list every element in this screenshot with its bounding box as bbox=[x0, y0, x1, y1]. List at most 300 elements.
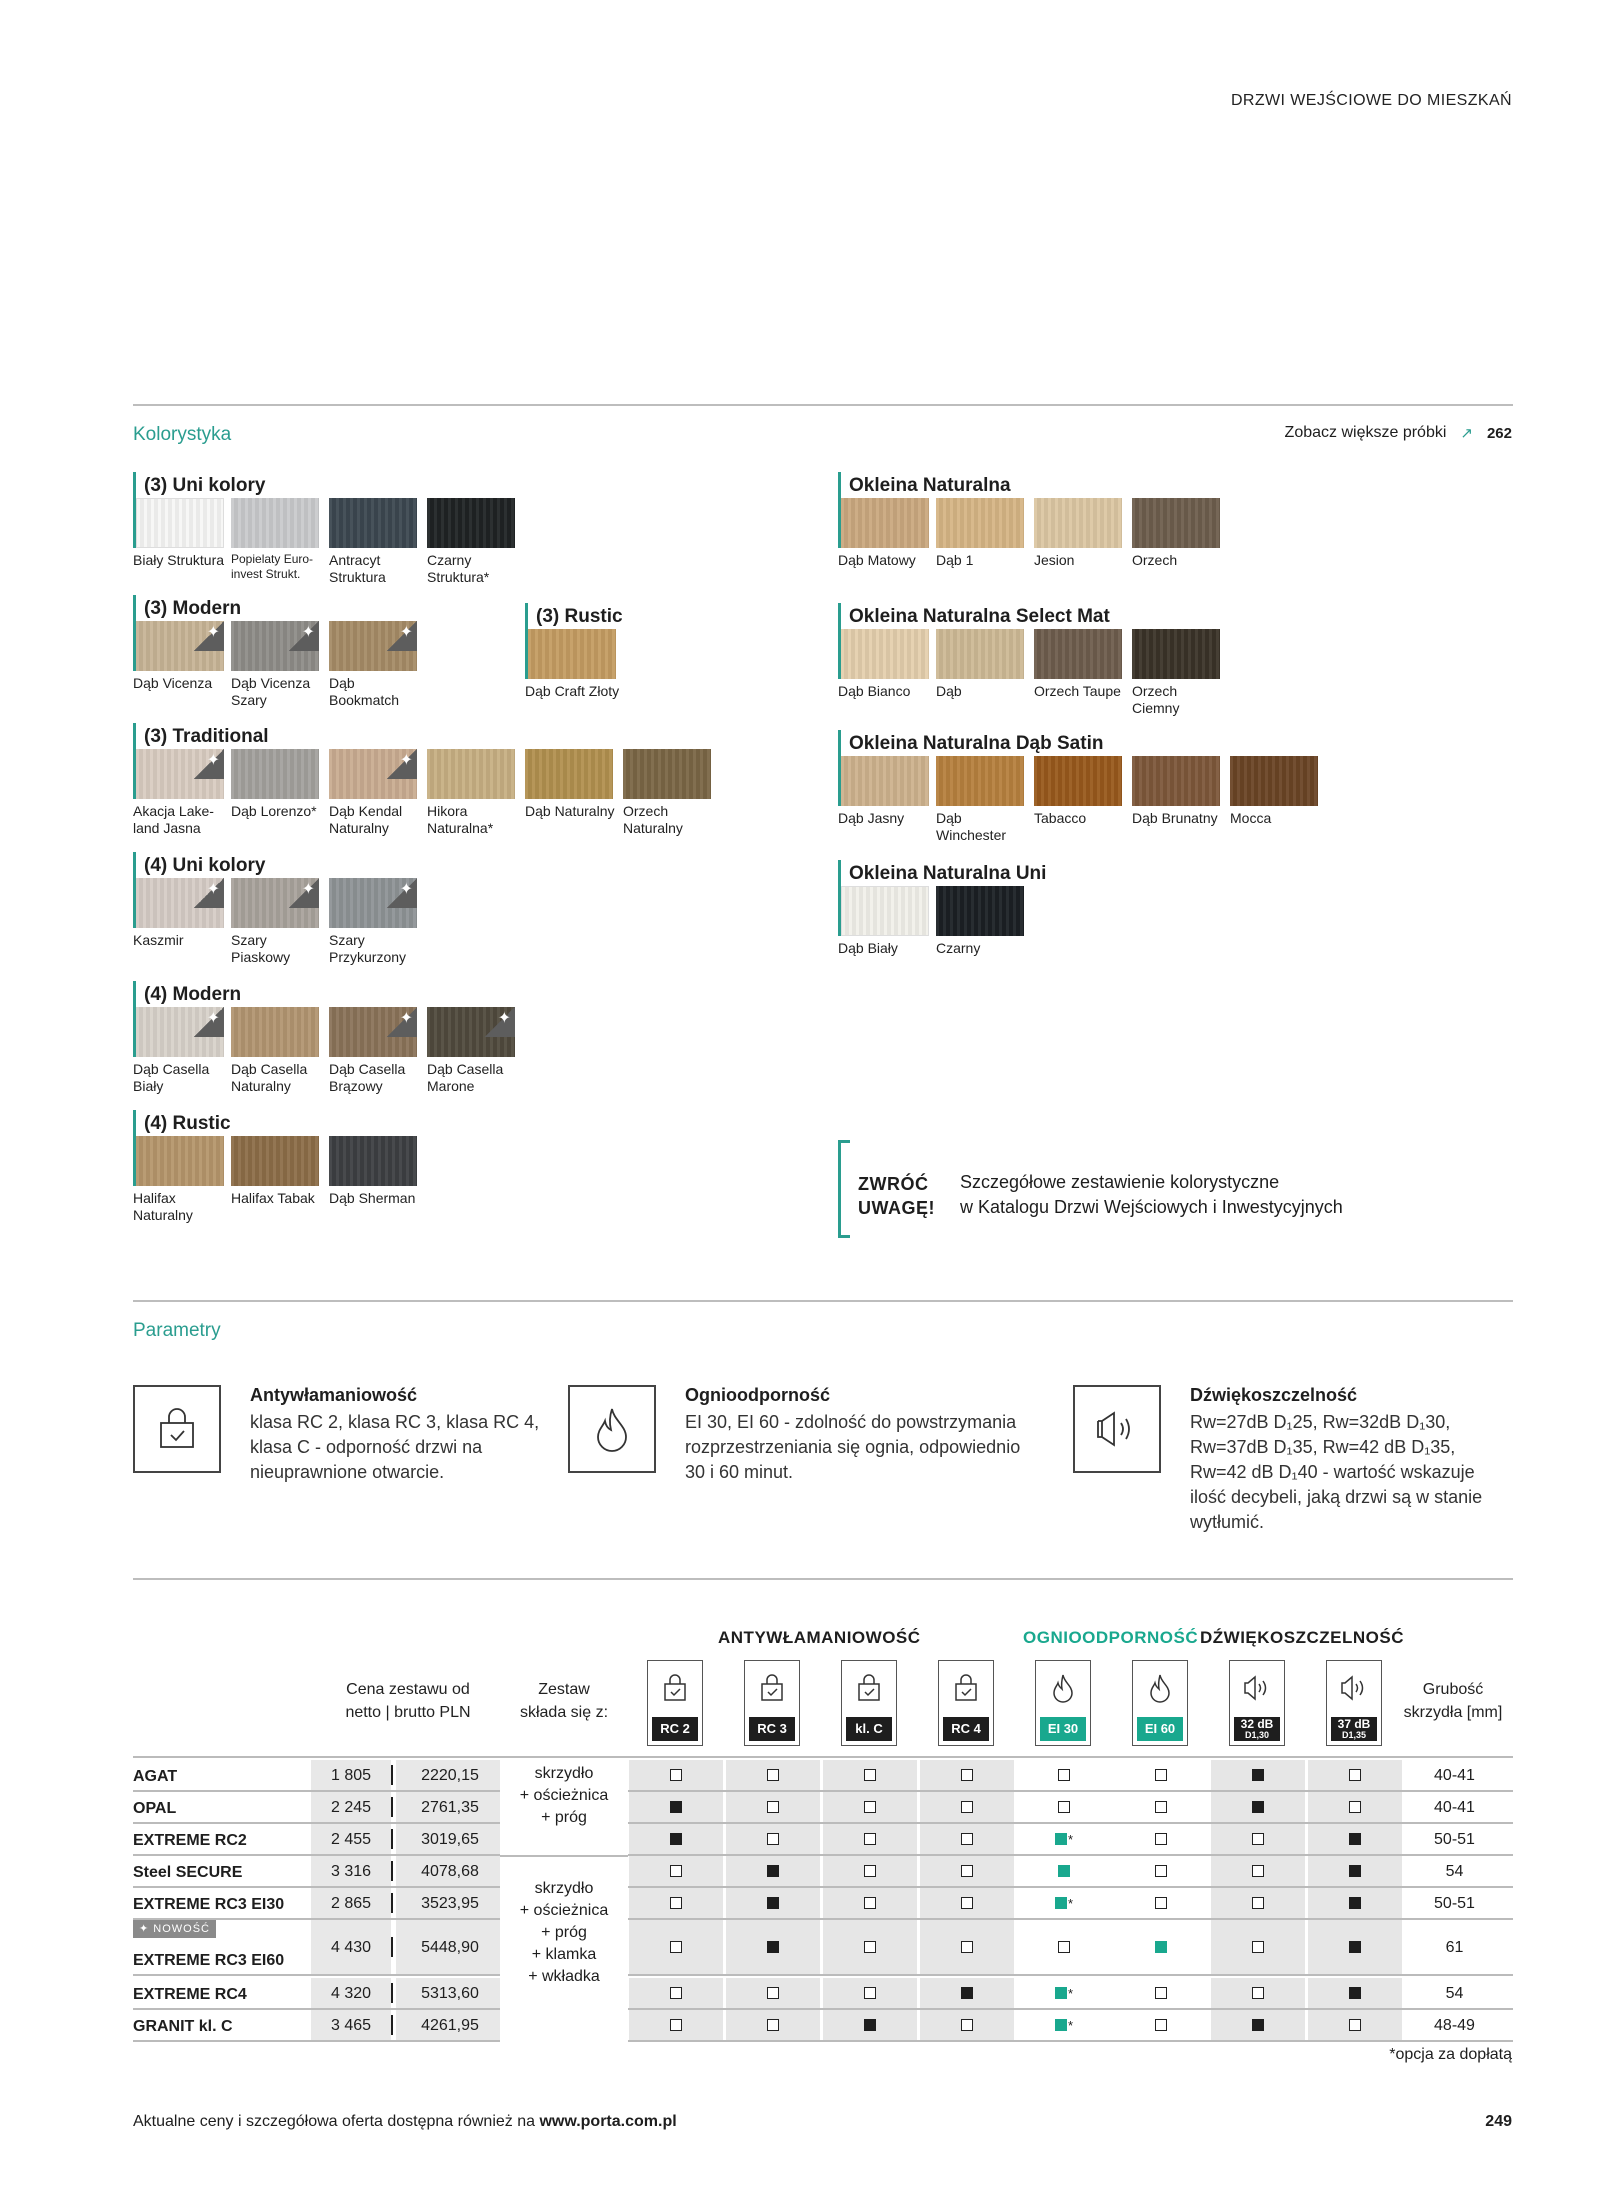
feature-cell bbox=[629, 1760, 723, 1790]
divider bbox=[133, 1300, 1513, 1302]
color-swatch[interactable] bbox=[525, 629, 623, 700]
filled-square-icon bbox=[1349, 1987, 1361, 1999]
sparkle-glyph: ✦ bbox=[206, 1010, 220, 1027]
set-composition-b bbox=[500, 1878, 628, 1988]
empty-square-icon bbox=[864, 1865, 876, 1877]
empty-square-icon bbox=[1155, 1897, 1167, 1909]
empty-square-icon bbox=[1155, 2019, 1167, 2031]
column-label-text: RC 2 bbox=[660, 1721, 690, 1736]
swatch-chip bbox=[427, 498, 515, 548]
feature-cell bbox=[823, 1978, 917, 2008]
empty-square-icon bbox=[1155, 1987, 1167, 1999]
feature-cell bbox=[1114, 1856, 1208, 1886]
column-label-text: 32 dB bbox=[1240, 1717, 1274, 1731]
set-line: skrzydło bbox=[534, 1880, 594, 1897]
set-column-divider bbox=[500, 1855, 628, 1857]
feature-cell bbox=[1308, 1760, 1402, 1790]
footer-text bbox=[133, 2113, 677, 2131]
price-netto: 1 805 bbox=[311, 1760, 391, 1790]
color-swatch[interactable] bbox=[133, 498, 231, 586]
sparkle-glyph: ✦ bbox=[301, 624, 315, 641]
color-swatch[interactable] bbox=[623, 749, 721, 837]
swatch-chip bbox=[1132, 629, 1220, 679]
param-desc-line: ilość decybeli, jaką drzwi są w stanie bbox=[1190, 1487, 1483, 1507]
empty-square-icon bbox=[961, 1769, 973, 1781]
swatch-label: Dąb Casella Biały bbox=[133, 1061, 210, 1094]
color-swatch[interactable] bbox=[1230, 756, 1328, 844]
group-header-anti: ANTYWŁAMANIOWOŚĆ bbox=[718, 1628, 921, 1647]
column-header-rc-4 bbox=[938, 1660, 994, 1746]
feature-cell bbox=[1308, 1824, 1402, 1854]
color-swatch[interactable] bbox=[329, 621, 427, 709]
swatch-chip bbox=[936, 498, 1024, 548]
product-name: EXTREME RC2 bbox=[133, 1832, 247, 1849]
swatch-label: Dąb Sherman bbox=[329, 1190, 416, 1206]
color-swatch[interactable] bbox=[1034, 629, 1132, 717]
speaker-icon bbox=[1073, 1385, 1161, 1473]
price-separator bbox=[391, 1983, 393, 2003]
color-swatch[interactable] bbox=[936, 756, 1034, 844]
sparkle-glyph: ✦ bbox=[399, 1010, 413, 1027]
color-swatch[interactable] bbox=[1132, 629, 1230, 717]
swatch-label: Hikora Naturalna* bbox=[427, 803, 494, 836]
flame-icon bbox=[568, 1385, 656, 1473]
feature-cell bbox=[1114, 1888, 1208, 1918]
table-row bbox=[133, 1760, 1513, 1792]
extra-cost-mark: * bbox=[1067, 2017, 1074, 2033]
feature-cell bbox=[920, 1978, 1014, 2008]
price-header-line-1: Cena zestawu od bbox=[346, 1681, 470, 1698]
swatch-chip bbox=[841, 756, 929, 806]
group-header-sound: DŹWIĘKOSZCZELNOŚĆ bbox=[1200, 1628, 1404, 1647]
price-header-line-2: netto | brutto PLN bbox=[345, 1704, 471, 1721]
note-heading-line-1: ZWRÓĆ bbox=[858, 1174, 929, 1194]
param-desc-line: 30 i 60 minut. bbox=[685, 1462, 794, 1482]
feature-cell bbox=[1308, 1920, 1402, 1974]
price-netto: 2 455 bbox=[311, 1824, 391, 1854]
param-desc-line: EI 30, EI 60 - zdolność do powstrzymania bbox=[685, 1412, 1017, 1432]
feature-cell bbox=[920, 1760, 1014, 1790]
swatch-label: Biały Struktura bbox=[133, 552, 225, 568]
color-swatch[interactable] bbox=[1132, 756, 1230, 844]
swatch-chip bbox=[528, 629, 616, 679]
footer-text-main: Aktualne ceny i szczegółowa oferta dostępna również na bbox=[133, 2113, 540, 2130]
set-composition-a bbox=[500, 1763, 628, 1829]
feature-cell bbox=[1308, 1792, 1402, 1822]
filled-square-icon bbox=[1252, 1801, 1264, 1813]
feature-cell bbox=[1211, 2010, 1305, 2040]
price-separator bbox=[391, 1893, 393, 1913]
empty-square-icon bbox=[864, 1941, 876, 1953]
column-label bbox=[1040, 1717, 1086, 1741]
swatch-chip bbox=[1034, 498, 1122, 548]
note-heading bbox=[858, 1172, 935, 1220]
color-swatch[interactable] bbox=[427, 1007, 525, 1095]
color-swatch[interactable] bbox=[427, 498, 525, 586]
color-swatch[interactable] bbox=[231, 878, 329, 966]
swatch-chip bbox=[936, 629, 1024, 679]
thickness-value: 50-51 bbox=[1434, 1895, 1475, 1912]
thickness-value: 54 bbox=[1445, 1863, 1464, 1880]
swatch-chip bbox=[936, 886, 1024, 936]
empty-square-icon bbox=[670, 1987, 682, 1999]
empty-square-icon bbox=[767, 1769, 779, 1781]
filled-square-icon bbox=[1349, 1941, 1361, 1953]
param-desc-line: nieuprawnione otwarcie. bbox=[250, 1462, 445, 1482]
empty-square-icon bbox=[1155, 1769, 1167, 1781]
new-badge-text: NOWOŚĆ bbox=[153, 1923, 211, 1935]
note-text-line-2: w Katalogu Drzwi Wejściowych i Inwestycyjnych bbox=[960, 1197, 1343, 1217]
swatch-group bbox=[133, 723, 721, 837]
column-header-ei-60 bbox=[1132, 1660, 1188, 1746]
feature-cell bbox=[629, 1978, 723, 2008]
sparkle-icon bbox=[194, 878, 224, 908]
color-swatch[interactable] bbox=[231, 498, 329, 586]
swatch-group bbox=[838, 603, 1230, 717]
thickness-value: 50-51 bbox=[1434, 1831, 1475, 1848]
swatch-chip bbox=[427, 1007, 515, 1057]
thickness-header bbox=[1393, 1678, 1513, 1724]
feature-cell bbox=[920, 1824, 1014, 1854]
feature-cell bbox=[823, 1824, 917, 1854]
price-brutto: 3019,65 bbox=[396, 1824, 504, 1854]
thickness-value: 61 bbox=[1445, 1939, 1464, 1956]
swatch-chip bbox=[1034, 629, 1122, 679]
swatch-label: Dąb Naturalny bbox=[525, 803, 615, 819]
param-title: Ognioodporność bbox=[685, 1385, 830, 1405]
column-label-text: EI 30 bbox=[1047, 1721, 1079, 1736]
swatch-label: Orzech Naturalny bbox=[623, 803, 683, 836]
color-swatch[interactable] bbox=[329, 1007, 427, 1095]
extra-cost-mark: * bbox=[1067, 1831, 1074, 1847]
price-netto: 4 430 bbox=[311, 1920, 391, 1974]
filled-square-icon bbox=[767, 1941, 779, 1953]
swatch-label: Dąb Winchester bbox=[936, 810, 1007, 843]
param-desc-line: Rw=37dB D₁35, Rw=42 dB D₁35, bbox=[1190, 1437, 1456, 1457]
swatch-chip bbox=[329, 621, 417, 671]
footer-link[interactable]: www.porta.com.pl bbox=[539, 2113, 677, 2130]
green-square-icon bbox=[1055, 1897, 1067, 1909]
empty-square-icon bbox=[1252, 1987, 1264, 1999]
swatch-label: Czarny Struktura* bbox=[427, 552, 490, 585]
green-square-icon bbox=[1155, 1941, 1167, 1953]
swatch-group-title: (3) Uni kolory bbox=[133, 472, 525, 498]
color-swatch[interactable] bbox=[936, 886, 1034, 957]
column-header-kl-c bbox=[841, 1660, 897, 1746]
swatch-label: Dąb bbox=[936, 683, 962, 699]
sparkle-glyph: ✦ bbox=[399, 752, 413, 769]
sparkle-icon bbox=[194, 1007, 224, 1037]
swatch-chip bbox=[136, 878, 224, 928]
lock-icon bbox=[939, 1661, 993, 1715]
more-samples-link[interactable] bbox=[1285, 424, 1512, 442]
swatch-group bbox=[133, 852, 427, 966]
feature-cell bbox=[920, 2010, 1014, 2040]
filled-square-icon bbox=[864, 2019, 876, 2031]
price-separator bbox=[391, 1937, 393, 1957]
swatch-group-title: (3) Rustic bbox=[525, 603, 623, 629]
set-line: + próg bbox=[541, 1924, 587, 1941]
feature-cell bbox=[920, 1856, 1014, 1886]
swatch-group-title: (3) Modern bbox=[133, 595, 427, 621]
price-brutto: 4261,95 bbox=[396, 2010, 504, 2040]
color-swatch[interactable] bbox=[936, 629, 1034, 717]
price-netto: 2 245 bbox=[311, 1792, 391, 1822]
swatch-label: Orzech Taupe bbox=[1034, 683, 1121, 699]
product-name: Steel SECURE bbox=[133, 1864, 243, 1881]
column-label-text: RC 3 bbox=[757, 1721, 787, 1736]
price-brutto: 2761,35 bbox=[396, 1792, 504, 1822]
more-samples-page: 262 bbox=[1486, 424, 1512, 442]
feature-cell bbox=[1308, 1978, 1402, 2008]
set-line: + ościeżnica bbox=[519, 1787, 609, 1804]
swatch-label: Dąb Lorenzo* bbox=[231, 803, 317, 819]
swatch-chip bbox=[427, 749, 515, 799]
swatch-group-title: (4) Rustic bbox=[133, 1110, 427, 1136]
empty-square-icon bbox=[961, 1897, 973, 1909]
feature-cell bbox=[629, 1792, 723, 1822]
feature-cell bbox=[823, 1920, 917, 1974]
column-label-text: kl. C bbox=[855, 1721, 883, 1736]
swatch-chip bbox=[329, 749, 417, 799]
flame-icon bbox=[1133, 1661, 1187, 1715]
param-desc-line: wytłumić. bbox=[1190, 1512, 1265, 1532]
price-netto: 3 465 bbox=[311, 2010, 391, 2040]
param-antywlamaniowosc bbox=[250, 1385, 560, 1485]
color-swatch[interactable] bbox=[1034, 756, 1132, 844]
empty-square-icon bbox=[1155, 1833, 1167, 1845]
empty-square-icon bbox=[864, 1801, 876, 1813]
filled-square-icon bbox=[1252, 2019, 1264, 2031]
swatch-label: Dąb Vicenza bbox=[133, 675, 213, 691]
empty-square-icon bbox=[864, 1987, 876, 1999]
empty-square-icon bbox=[864, 1833, 876, 1845]
arrow-up-right-icon: ↗ bbox=[1460, 425, 1473, 442]
product-name: OPAL bbox=[133, 1800, 177, 1817]
swatch-group bbox=[133, 595, 427, 709]
empty-square-icon bbox=[670, 2019, 682, 2031]
feature-cell bbox=[629, 2010, 723, 2040]
color-swatch[interactable] bbox=[838, 756, 936, 844]
note-text bbox=[960, 1170, 1343, 1220]
column-header-rc-3 bbox=[744, 1660, 800, 1746]
empty-square-icon bbox=[1349, 1801, 1361, 1813]
color-swatch[interactable] bbox=[329, 498, 427, 586]
swatch-group-title: (3) Traditional bbox=[133, 723, 721, 749]
price-separator bbox=[391, 1829, 393, 1849]
filled-square-icon bbox=[670, 1833, 682, 1845]
filled-square-icon bbox=[1349, 1865, 1361, 1877]
color-swatch[interactable] bbox=[231, 749, 329, 837]
price-netto: 2 865 bbox=[311, 1888, 391, 1918]
lock-icon bbox=[745, 1661, 799, 1715]
empty-square-icon bbox=[670, 1897, 682, 1909]
thickness-value: 54 bbox=[1445, 1985, 1464, 2002]
color-swatch[interactable] bbox=[133, 749, 231, 837]
feature-cell bbox=[920, 1792, 1014, 1822]
color-swatch[interactable] bbox=[133, 1136, 231, 1224]
sparkle-icon bbox=[387, 621, 417, 651]
table-top-rule bbox=[133, 1756, 1513, 1758]
set-line: + ościeżnica bbox=[519, 1902, 609, 1919]
column-label bbox=[1234, 1717, 1280, 1741]
param-title: Dźwiękoszczelność bbox=[1190, 1385, 1358, 1405]
swatch-label: Dąb 1 bbox=[936, 552, 974, 568]
set-line: skrzydło bbox=[534, 1765, 594, 1782]
thickness-header-line-1: Grubość bbox=[1422, 1681, 1484, 1698]
sparkle-glyph: ✦ bbox=[206, 752, 220, 769]
color-swatch[interactable] bbox=[525, 749, 623, 837]
group-header-fire: OGNIOODPORNOŚĆ bbox=[1023, 1628, 1199, 1647]
feature-cell bbox=[726, 1824, 820, 1854]
swatch-chip bbox=[231, 749, 319, 799]
empty-square-icon bbox=[1155, 1865, 1167, 1877]
sparkle-icon bbox=[387, 749, 417, 779]
swatch-label: Mocca bbox=[1230, 810, 1272, 826]
feature-cell bbox=[726, 1888, 820, 1918]
feature-cell bbox=[726, 2010, 820, 2040]
empty-square-icon bbox=[670, 1865, 682, 1877]
speaker-icon bbox=[1230, 1661, 1284, 1715]
section-title-kolorystyka: Kolorystyka bbox=[133, 424, 232, 445]
price-brutto: 5448,90 bbox=[396, 1920, 504, 1974]
table-row bbox=[133, 1856, 1513, 1888]
swatch-chip bbox=[1132, 498, 1220, 548]
product-name: GRANIT kl. C bbox=[133, 2018, 233, 2035]
sparkle-glyph: ✦ bbox=[399, 881, 413, 898]
feature-cell bbox=[1017, 1760, 1111, 1790]
color-swatch[interactable] bbox=[838, 886, 936, 957]
swatch-chip bbox=[329, 498, 417, 548]
set-header-line-2: składa się z: bbox=[519, 1704, 609, 1721]
color-swatch[interactable] bbox=[133, 621, 231, 709]
feature-cell bbox=[823, 2010, 917, 2040]
table-row bbox=[133, 1824, 1513, 1856]
column-label bbox=[1331, 1717, 1377, 1741]
column-label bbox=[943, 1717, 989, 1741]
color-swatch[interactable] bbox=[231, 621, 329, 709]
speaker-icon bbox=[1327, 1661, 1381, 1715]
swatch-label: Dąb Jasny bbox=[838, 810, 905, 826]
feature-cell bbox=[1211, 1920, 1305, 1974]
swatch-chip bbox=[231, 1136, 319, 1186]
feature-cell bbox=[920, 1888, 1014, 1918]
thickness-value: 40-41 bbox=[1434, 1767, 1475, 1784]
empty-square-icon bbox=[864, 1897, 876, 1909]
sparkle-icon bbox=[289, 878, 319, 908]
swatch-label: Antracyt Struktura bbox=[329, 552, 386, 585]
more-samples-label: Zobacz większe próbki bbox=[1284, 424, 1447, 441]
color-swatch[interactable] bbox=[936, 498, 1034, 569]
lock-icon bbox=[133, 1385, 221, 1473]
color-swatch[interactable] bbox=[231, 1007, 329, 1095]
empty-square-icon bbox=[961, 2019, 973, 2031]
feature-cell bbox=[1308, 1856, 1402, 1886]
set-line: + wkładka bbox=[528, 1968, 600, 1985]
column-header-rc-2 bbox=[647, 1660, 703, 1746]
color-swatch[interactable] bbox=[838, 498, 936, 569]
color-swatch[interactable] bbox=[329, 749, 427, 837]
color-swatch[interactable] bbox=[133, 1007, 231, 1095]
thickness-header-line-2: skrzydła [mm] bbox=[1403, 1704, 1503, 1721]
feature-cell bbox=[629, 1888, 723, 1918]
swatch-group-title: (4) Modern bbox=[133, 981, 525, 1007]
swatch-chip bbox=[136, 1136, 224, 1186]
color-swatch[interactable] bbox=[231, 1136, 329, 1224]
divider bbox=[133, 404, 1513, 406]
swatch-chip bbox=[936, 756, 1024, 806]
feature-cell bbox=[726, 1978, 820, 2008]
empty-square-icon bbox=[1349, 1769, 1361, 1781]
color-swatch[interactable] bbox=[1034, 498, 1132, 569]
swatch-label: Dąb Casella Naturalny bbox=[231, 1061, 308, 1094]
swatch-chip bbox=[329, 1136, 417, 1186]
param-desc bbox=[685, 1410, 1055, 1485]
swatch-chip bbox=[841, 498, 929, 548]
empty-square-icon bbox=[961, 1941, 973, 1953]
swatch-group-title: Okleina Naturalna bbox=[838, 472, 1230, 498]
product-name: EXTREME RC3 EI30 bbox=[133, 1896, 285, 1913]
table-row bbox=[133, 1888, 1513, 1920]
swatch-label: Dąb Kendal Naturalny bbox=[329, 803, 403, 836]
empty-square-icon bbox=[1155, 1801, 1167, 1813]
table-row bbox=[133, 1920, 1513, 1976]
column-header-32-db bbox=[1229, 1660, 1285, 1746]
filled-square-icon bbox=[767, 1865, 779, 1877]
sparkle-glyph: ✦ bbox=[399, 624, 413, 641]
filled-square-icon bbox=[1349, 1833, 1361, 1845]
price-brutto: 3523,95 bbox=[396, 1888, 504, 1918]
color-swatch[interactable] bbox=[1132, 498, 1230, 569]
swatch-label: Halifax Tabak bbox=[231, 1190, 315, 1206]
price-netto: 3 316 bbox=[311, 1856, 391, 1886]
green-square-icon bbox=[1058, 1865, 1070, 1877]
price-separator bbox=[391, 1861, 393, 1881]
note-heading-line-2: UWAGĘ! bbox=[858, 1198, 935, 1218]
feature-cell bbox=[823, 1760, 917, 1790]
feature-cell bbox=[823, 1856, 917, 1886]
color-swatch[interactable] bbox=[427, 749, 525, 837]
swatch-group bbox=[838, 860, 1046, 957]
swatch-chip bbox=[329, 1007, 417, 1057]
lock-icon bbox=[648, 1661, 702, 1715]
table-row bbox=[133, 1792, 1513, 1824]
sparkle-icon bbox=[387, 1007, 417, 1037]
color-swatch[interactable] bbox=[329, 878, 427, 966]
filled-square-icon bbox=[1349, 1897, 1361, 1909]
color-swatch[interactable] bbox=[133, 878, 231, 966]
empty-square-icon bbox=[1252, 1897, 1264, 1909]
feature-cell bbox=[1017, 1824, 1111, 1854]
empty-square-icon bbox=[1252, 1941, 1264, 1953]
new-badge bbox=[133, 1920, 216, 1938]
color-swatch[interactable] bbox=[329, 1136, 427, 1224]
color-swatch[interactable] bbox=[838, 629, 936, 717]
flame-icon bbox=[1036, 1661, 1090, 1715]
feature-cell bbox=[726, 1760, 820, 1790]
note-bracket bbox=[838, 1140, 850, 1238]
swatch-chip bbox=[623, 749, 711, 799]
feature-cell bbox=[1211, 1888, 1305, 1918]
feature-cell bbox=[1114, 1824, 1208, 1854]
feature-cell bbox=[823, 1888, 917, 1918]
price-separator bbox=[391, 2015, 393, 2035]
price-brutto: 5313,60 bbox=[396, 1978, 504, 2008]
product-name: EXTREME RC4 bbox=[133, 1986, 247, 2003]
swatch-chip bbox=[231, 621, 319, 671]
swatch-chip bbox=[1132, 756, 1220, 806]
empty-square-icon bbox=[864, 1769, 876, 1781]
